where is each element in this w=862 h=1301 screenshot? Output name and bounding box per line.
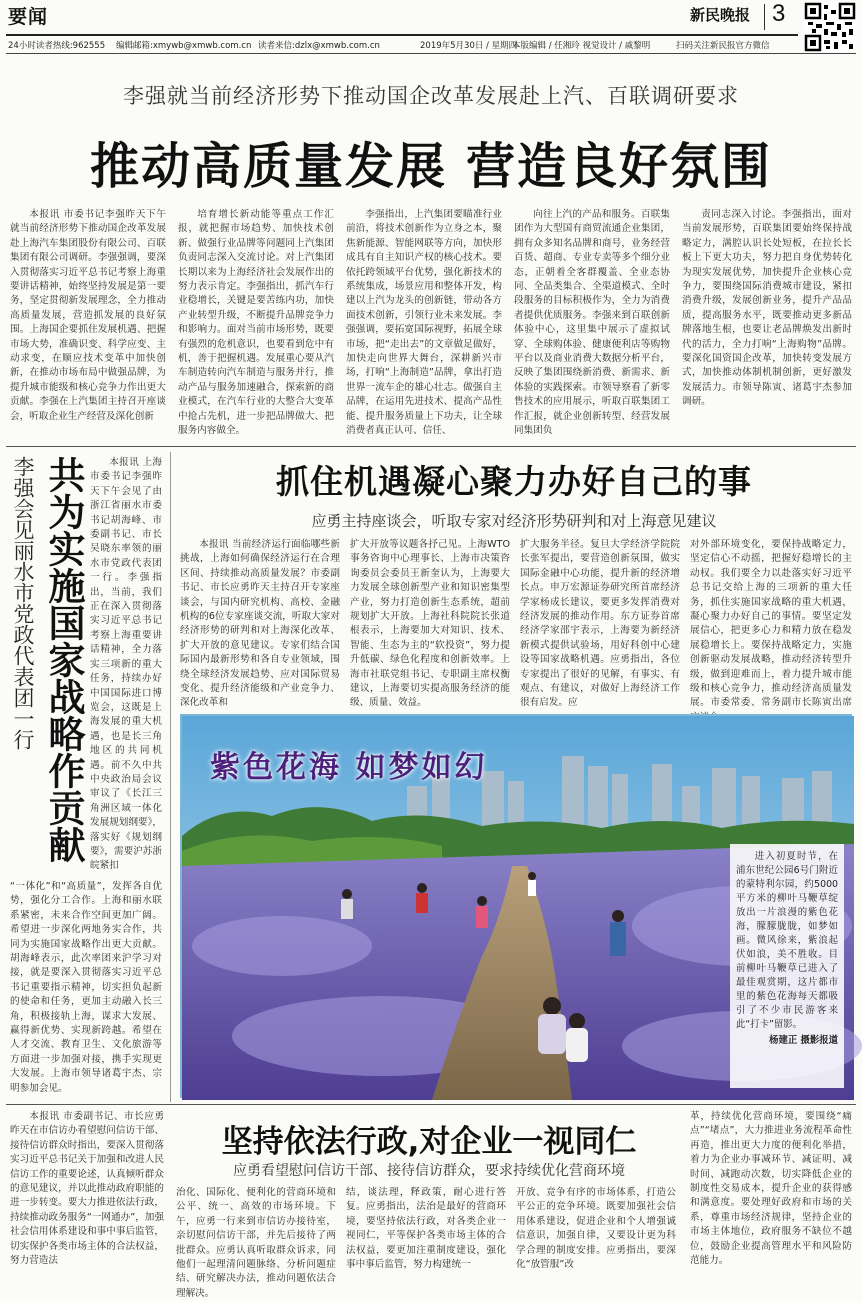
qr-code[interactable] bbox=[804, 2, 856, 52]
story2-vertical-headline: 共为实施国家战略作贡献 bbox=[42, 456, 85, 863]
story2-divider bbox=[170, 452, 171, 1102]
story1-col-3: 李强指出，上汽集团要瞄准行业前沿，将技术创新作为立身之本，聚焦新能源、智能网联等方向，加快形成具有自主知识产权的核心技术。要依托跨领域平台优势，强化新技术的系统集成，场景应用和整体开发，构建以上汽为龙头的创新链，带动各方面技术创新，引领行业未来发展。李强强调，要拓宽国际视野，拓展全球市场，把“走出去”的文章做足做好，加快走向世界大舞台，深耕新兴市场，打响“上海制造”品牌，拿出打造世界一流车企的雄心壮志。做强自主品牌，在运用先进技术、提高产品性能、提升服务质量上下功夫，让全球消费者真正认可、信任、 bbox=[346, 209, 502, 437]
story2-vertical-kicker: 李强会见丽水市党政代表团一行 bbox=[11, 456, 35, 750]
story1-col-4: 向往上汽的产品和服务。百联集团作为大型国有商贸流通企业集团，拥有众多知名品牌和商号，业务经营百货、超商、专业专卖等多个细分业态，正朝着全客群覆盖、全业态协同、全品类集合、全渠道模式、全时段服务的目标积极作为，全力为消费者提供优质服务。李强来到百联创新体验中心，这里集中展示了虚拟试穿、全球购体验、健康便利店等购物平台以及商业消费大数据分析平台，反映了集团围绕新消费、新需求、新体验的实践探索。市领导察看了新零售技术的应用展示，听取百联集团工作汇报，就企业创新转型、经营发展同集团负 bbox=[514, 209, 670, 437]
section-label: 要闻 bbox=[8, 6, 49, 28]
hotline: 24小时读者热线:962555 bbox=[8, 41, 106, 51]
date-line: 2019年5月30日 / 星期四 bbox=[420, 41, 518, 51]
photo-credit: 杨建正 摄影报道 bbox=[769, 1035, 838, 1046]
section-rule-2 bbox=[6, 1104, 856, 1105]
story4-subhead: 应勇看望慰问信访干部、接待信访群众，要求持续优化营商环境 bbox=[233, 1163, 625, 1179]
photo-caption: 进入初夏时节，在浦东世纪公园6号门附近的蒙特利尔园，约5000平方米的柳叶马鞭草绽放出一片浪漫的紫色花海，朦朦胧胧，如梦如画。微风徐来，紫浪起伏如浪，美不胜收。目前柳叶马鞭草已进入了最佳观赏期，这片都市里的紫色花海每天都吸引了不少市民游客来此“打卡”留影。 bbox=[736, 851, 838, 1030]
story1-col-1: 本报讯 市委书记李强昨天下午就当前经济形势下推动国企改革发展赴上海汽车集团股份有限公司、百联集团有限公司调研。李强强调，要深入贯彻落实习近平总书记考察上海重要讲话精神，始终坚持发展是第一要务，坚定贯彻新发展理念，全力推动高质量发展，营造抓发展的良好氛围。上海国企要抓住发展机遇、把握市场大势，准确识变、科学应变、主动求变，在顺应技术变革中加快创新，在推动市场布局中做强品牌，为提升城市能级和核心竞争力作出更大贡献。李强在上汽集团主持召开座谈会，听取企业生产经营及深化创新 bbox=[10, 209, 166, 422]
story1-col-2: 培育增长新动能等重点工作汇报，就把握市场趋势、加快技术创新、做强行业品牌等问题同上汽集团负责同志深入交流讨论。对上汽集团长期以来为上海经济社会发展作出的努力表示肯定。李强指出，抓汽车行业稳增长，关键是要苦练内功，加快产业转型升级，不断提升品牌竞争力和影响力。面对当前市场形势，既要有强烈的危机意识，也要看到危中有机，善于把握机遇。发展重心要从汽车制造转向汽车制造与服务并行，推动产品与服务加速融合，探索新的商业模式，在汽车行业的大整合大变革中抢占先机，进一步把品牌做大、把服务内容做全。 bbox=[178, 209, 334, 437]
story3-headline: 抓住机遇凝心聚力办好自己的事 bbox=[276, 462, 752, 501]
reader-email: 读者来信:dzlx@xmwb.com.cn bbox=[258, 41, 380, 51]
page-header bbox=[0, 0, 862, 56]
qr-hint: 扫码关注新民报官方微信 bbox=[676, 41, 770, 51]
story1-col-5: 责同志深入讨论。李强指出，面对当前发展形势，百联集团要始终保持战略定力，满腔认识长处短板，在拉长长板上下更大功夫，努力把自身优势转化为现实发展优势，加快提升企业核心竞争力，要围绕国际消费城市建设，紧扣消费升级，发展创新业务，提升产品品质，提高服务水平，既要推动更多新品牌落地生根，也要让老品牌焕发出新时代的活力，全力打响“上海购物”品牌。要深化国资国企改革，加快转变发展方式，加快推动体制机制创新，更好激发发展活力。市领导陈寅、诸葛宇杰参加调研。 bbox=[682, 209, 852, 408]
story1-headline: 推动高质量发展 营造良好氛围 bbox=[89, 138, 773, 195]
story2-body-bottom: “一体化”和“高质量”，发挥各自优势，强化分工合作。上海和丽水联系紧密，未来合作空间更加广阔。希望进一步深化两地务实合作，共同为实施国家战略作出更大贡献。胡海峰表示，此次率团来沪学习对接，就是要深入贯彻落实习近平总书记重要指示精神，切实担负起新的使命和任务，更加主动融入长三角，积极接轨上海，谋求大发展、赢得新优势、实现新跨越。希望在人才交流、教育卫生、文化旅游等方面进一步加强对接，携手实现更大发展。上海市领导诸葛宇杰、宗明参加会见。 bbox=[10, 881, 162, 1094]
header-rule-bottom bbox=[6, 53, 856, 54]
story4-col-2: 治化、国际化、便利化的营商环境和公平、统一、高效的市场环境。下午，应勇一行来到市信访办接待室，亲切慰问信访干部，并先后接待了两批群众。应勇认真听取群众诉求，同他们一起理清问题脉络、分析问题症结、研究解决办法，推动问题依法合理解决。 bbox=[176, 1187, 336, 1299]
story3-subhead: 应勇主持座谈会，听取专家对经济形势研判和对上海意见建议 bbox=[311, 512, 717, 530]
story3-col-2: 扩大开放等议题各抒己见。上海WTO事务咨询中心理事长、上海市决策咨询委员会委员王新奎认为，上海要大力发展全球创新型产业和知识密集型产业，努力打造创新生态系统，超前规划扩大开放。上海社科院院长张道根表示，上海要加大对知识、技术、智能、生态为主的“软投资”，努力提升低碳、绿色化程度和创新效率。上海市社联党组书记、专职副主席权衡建议，上海要切实提高服务经济的能级、质量、效益。 bbox=[350, 539, 510, 709]
photo-frame bbox=[180, 714, 852, 1098]
story3-col-3: 扩大服务半径。复旦大学经济学院院长张军提出，要营造创新氛围，做实国际金融中心功能，提升新的经济增长点。申万宏源证券研究所首席经济学家杨成长建议，要更多发挥消费对经济发展的推动作用。东方证券首席经济学家邵宇表示，上海要为新经济新模式提供试验场，用好科创中心建设等国家战略机遇。应勇指出，各位专家提出了很好的见解，有事实、有观点、有建议，对做好上海经济工作很有启发。应 bbox=[520, 539, 680, 709]
page-number: 3 bbox=[772, 0, 786, 27]
story4-headline: 坚持依法行政,对企业一视同仁 bbox=[221, 1124, 637, 1160]
header-divider bbox=[764, 4, 765, 30]
photo-title: 紫色花海 如梦如幻 bbox=[210, 750, 488, 785]
header-rule-top bbox=[6, 34, 798, 36]
story1-kicker: 李强就当前经济形势下推动国企改革发展赴上汽、百联调研要求 bbox=[123, 84, 739, 108]
story4-col-3: 结，谈法理，释政策，耐心进行答复。应勇指出，法治是最好的营商环境，要坚持依法行政，对各类企业一视同仁，平等保护各类市场主体的合法权益，要更加注重制度建设，强化事中事后监管，努力构建统一 bbox=[346, 1187, 506, 1271]
story3-col-1: 本报讯 当前经济运行面临哪些新挑战，上海如何确保经济运行在合理区间、持续推动高质量发展？市委副书记、市长应勇昨天主持召开专家座谈会，与国内研究机构、高校、金融机构的6位专家座谈交流，听取大家对经济形势的研判和对上海深化改革、扩大开放的意见建议。专家们结合国际国内最新形势和各自专业领域，围绕全球经济发展趋势、应对国际贸易变化、提升经济能级和产业竞争力、深化改革和 bbox=[180, 539, 340, 709]
staff-line: 本版编辑 / 任湘玲 视觉设计 / 戚黎明 bbox=[512, 41, 651, 51]
story2-body-top: 本报讯 上海市委书记李强昨天下午会见了由浙江省丽水市委书记胡海峰、市委副书记、市长吴晓东率领的丽水市党政代表团一行。李强指出，当前，我们正在深入贯彻落实习近平总书记考察上海重要讲话精神，全力落实三项新的重大任务，持续办好中国国际进口博览会，这既是上海发展的重大机遇，也是长三角地区的共同机遇。前不久中共中央政治局会议审议了《长江三角洲区域一体化发展规划纲要》，落实好《规划纲要》，需要沪苏浙皖紧扣 bbox=[90, 457, 162, 872]
story3-col-4: 对外部环境变化，要保持战略定力，坚定信心不动摇，把握好稳增长的主动权。我们要全力以赴落实好习近平总书记交给上海的三项新的重大任务，抓住实施国家战略的重大机遇，凝心聚力办好自己的事情。要坚定发展信心，把更多心力和精力放在稳发展稳增长上。要保持战略定力，实施创新驱动发展战略，推动经济转型升级，做到迎难而上，着力提升城市能级和核心竞争力，推动经济高质量发展。市委常委、常务副市长陈寅出席 bbox=[690, 539, 852, 709]
photo-caption-box bbox=[730, 844, 844, 1088]
paper-name: 新民晚报 bbox=[690, 6, 751, 24]
editor-email: 编辑邮箱:xmywb@xmwb.com.cn bbox=[116, 41, 252, 51]
section-rule-1 bbox=[6, 446, 856, 447]
story4-col-1: 本报讯 市委副书记、市长应勇昨天在市信访办看望慰问信访干部、接待信访群众时指出，要深入贯彻落实习近平总书记关于加强和改进人民信访工作的重要论述，认真倾听群众的意见建议，并以此推动政府职能的进一步转变。要大力推进依法行政，持续推动政务服务“一网通办”，加强社会信用体系建设和事中事后监管，切实保护各类市场主体的合法权益，努力营造法 bbox=[10, 1111, 164, 1267]
story4-col-5: 革，持续优化营商环境，要围绕“痛点”“堵点”，大力推进业务流程革命性再造，推出更大力度的便利化举措，着力为企业办事减环节、减证明、减时间、减跑动次数，切实降低企业的制度性交易成本，提升企业的获得感和满意度。要处理好政府和市场的关系，尊重市场经济规律，坚持企业的市场主体地位，政府服务不缺位不越位，鼓励企业提高管理水平和风险防范能力。 bbox=[690, 1111, 852, 1267]
story4-col-4: 开放、竞争有序的市场体系，打造公平公正的竞争环境。既要加强社会信用体系建设，促进企业和个人增强诚信意识，加强自律，又要设计更为科学合理的制度安排。应勇指出，要深化“放管服”改 bbox=[516, 1187, 676, 1271]
